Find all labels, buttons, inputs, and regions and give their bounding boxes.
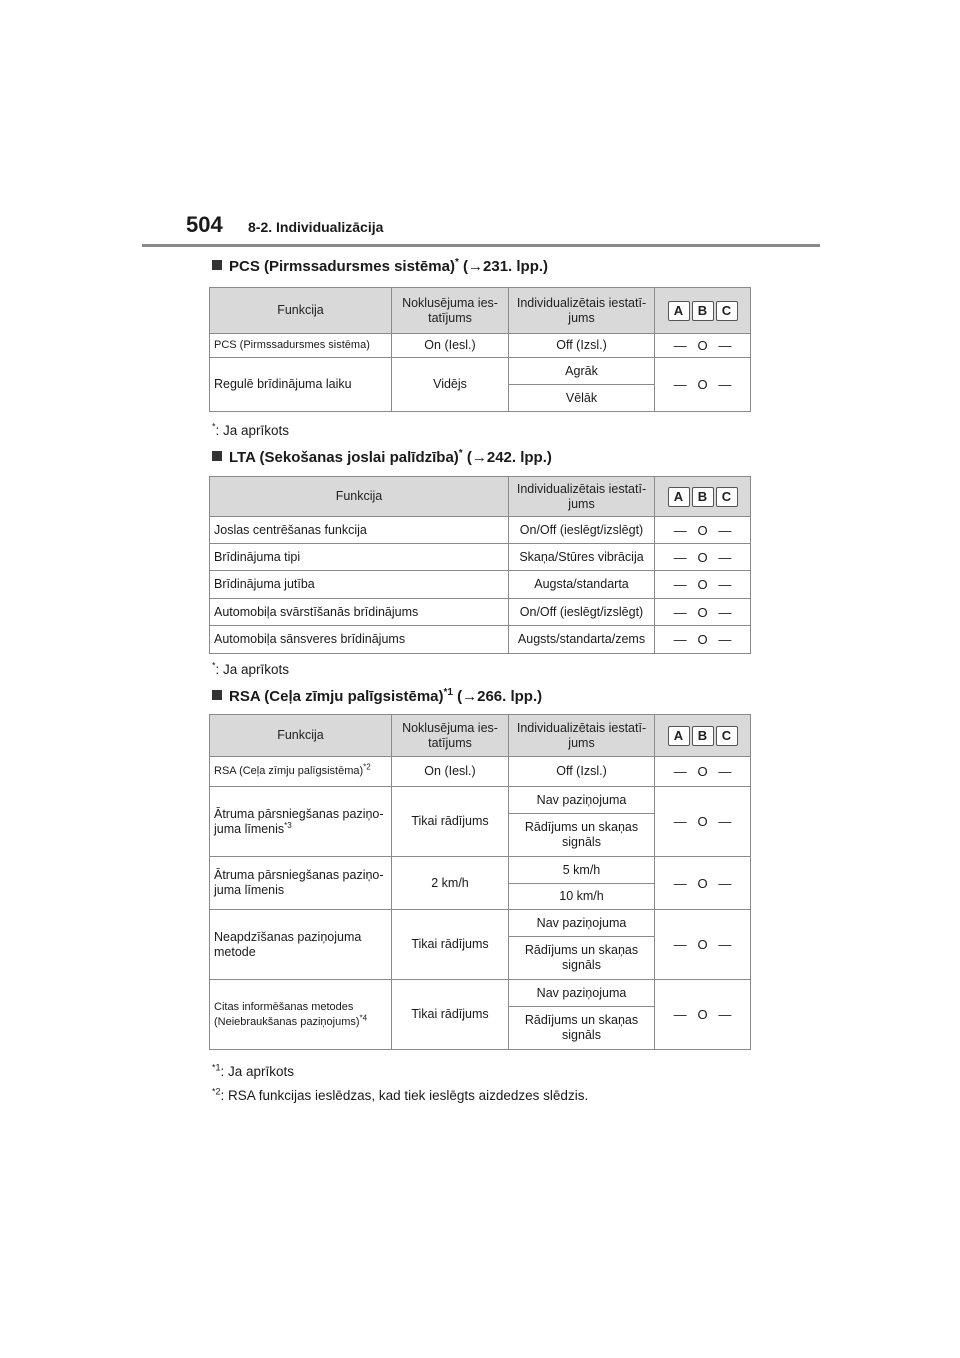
table-row: Automobiļa sānsveres brīdinājums Augsts/standarta/zems — O —: [210, 626, 751, 654]
table-row: Neapdzīšanas paziņojuma metode Tikai rādījums Nav paziņojuma — O —: [210, 910, 751, 937]
table-row: Ātruma pārsniegšanas paziņo- juma līmenis 2 km/h 5 km/h — O —: [210, 857, 751, 884]
rsa-footnote-1: $^{*1}$: Ja aprīkots: [212, 1062, 295, 1079]
table-row: Citas informēšanas metodes (Neiebraukšanas paziņojums)$^{*4}$ Tikai rādījums Nav paziņojuma — O —: [210, 980, 751, 1007]
square-bullet-icon: [212, 451, 222, 461]
table-row: Joslas centrēšanas funkcija On/Off (ieslēgt/izslēgt) — O —: [210, 517, 751, 544]
table-row: Automobiļa svārstīšanās brīdinājums On/Off (ieslēgt/izslēgt) — O —: [210, 599, 751, 626]
square-bullet-icon: [212, 260, 222, 270]
col-header-abc: [655, 477, 751, 517]
table-row: Rādījums un skaņas signāls: [210, 814, 751, 857]
table-row: Ātruma pārsniegšanas paziņo- juma līmenis$^{*3}$ Tikai rādījums Nav paziņojuma — O —: [210, 787, 751, 814]
col-header-function: Funkcija: [210, 715, 392, 757]
col-header-abc: [655, 288, 751, 334]
table-header-row: [210, 715, 751, 757]
abc-c-icon: C: [716, 301, 738, 321]
table-header-row: [210, 288, 751, 334]
abc-marks: — O —: [655, 358, 751, 412]
table-row: Brīdinājuma jutība Augsta/standarta — O —: [210, 571, 751, 599]
abc-a-icon: A: [668, 726, 690, 746]
col-header-custom: Individualizētais iestatī- jums: [509, 288, 655, 334]
table-row: Rādījums un skaņas signāls: [210, 1007, 751, 1050]
col-header-function: Funkcija: [210, 477, 509, 517]
abc-a-icon: A: [668, 301, 690, 321]
table-header-row: [210, 477, 751, 517]
pcs-table: [209, 287, 751, 412]
rsa-section-title: RSA (Ceļa zīmju palīgsistēma)$^{*1}$ (→266. lpp.): [212, 688, 542, 705]
table-row: Brīdinājuma tipi Skaņa/Stūres vibrācija — O —: [210, 544, 751, 571]
abc-b-icon: B: [692, 726, 714, 746]
header-rule: [142, 244, 820, 247]
page-number: 504: [186, 212, 223, 237]
abc-c-icon: C: [716, 487, 738, 507]
lta-table: [209, 476, 751, 654]
table-row: Vēlāk: [210, 385, 751, 412]
pcs-footnote: *: Ja aprīkots: [212, 421, 290, 438]
abc-b-icon: B: [692, 301, 714, 321]
col-header-default: Noklusējuma ies- tatījums: [392, 288, 509, 334]
rsa-table: [209, 714, 751, 1050]
abc-c-icon: C: [716, 726, 738, 746]
table-row: PCS (Pirmssadursmes sistēma) On (Iesl.) Off (Izsl.) — O —: [210, 334, 751, 358]
col-header-function: Funkcija: [210, 288, 392, 334]
col-header-custom: Individualizētais iestatī- jums: [509, 477, 655, 517]
table-row: 10 km/h: [210, 884, 751, 910]
col-header-abc: [655, 715, 751, 757]
abc-b-icon: B: [692, 487, 714, 507]
col-header-custom: Individualizētais iestatī- jums: [509, 715, 655, 757]
abc-marks: — O —: [655, 334, 751, 358]
chapter-title: 8-2. Individualizācija: [248, 219, 384, 235]
table-row: Regulē brīdinājuma laiku Vidējs Agrāk — O —: [210, 358, 751, 385]
table-row: RSA (Ceļa zīmju palīgsistēma)$^{*2}$ On (Iesl.) Off (Izsl.) — O —: [210, 757, 751, 787]
rsa-footnote-2: $^{*2}$: RSA funkcijas ieslēdzas, kad tiek ieslēgts aizdedzes slēdzis.: [212, 1086, 589, 1103]
col-header-default: Noklusējuma ies- tatījums: [392, 715, 509, 757]
pcs-section-title: PCS (Pirmssadursmes sistēma)* (→231. lpp.): [212, 258, 548, 275]
lta-footnote: *: Ja aprīkots: [212, 660, 290, 677]
abc-a-icon: A: [668, 487, 690, 507]
square-bullet-icon: [212, 690, 222, 700]
lta-section-title: LTA (Sekošanas joslai palīdzība)* (→242. lpp.): [212, 449, 552, 466]
table-row: Rādījums un skaņas signāls: [210, 937, 751, 980]
